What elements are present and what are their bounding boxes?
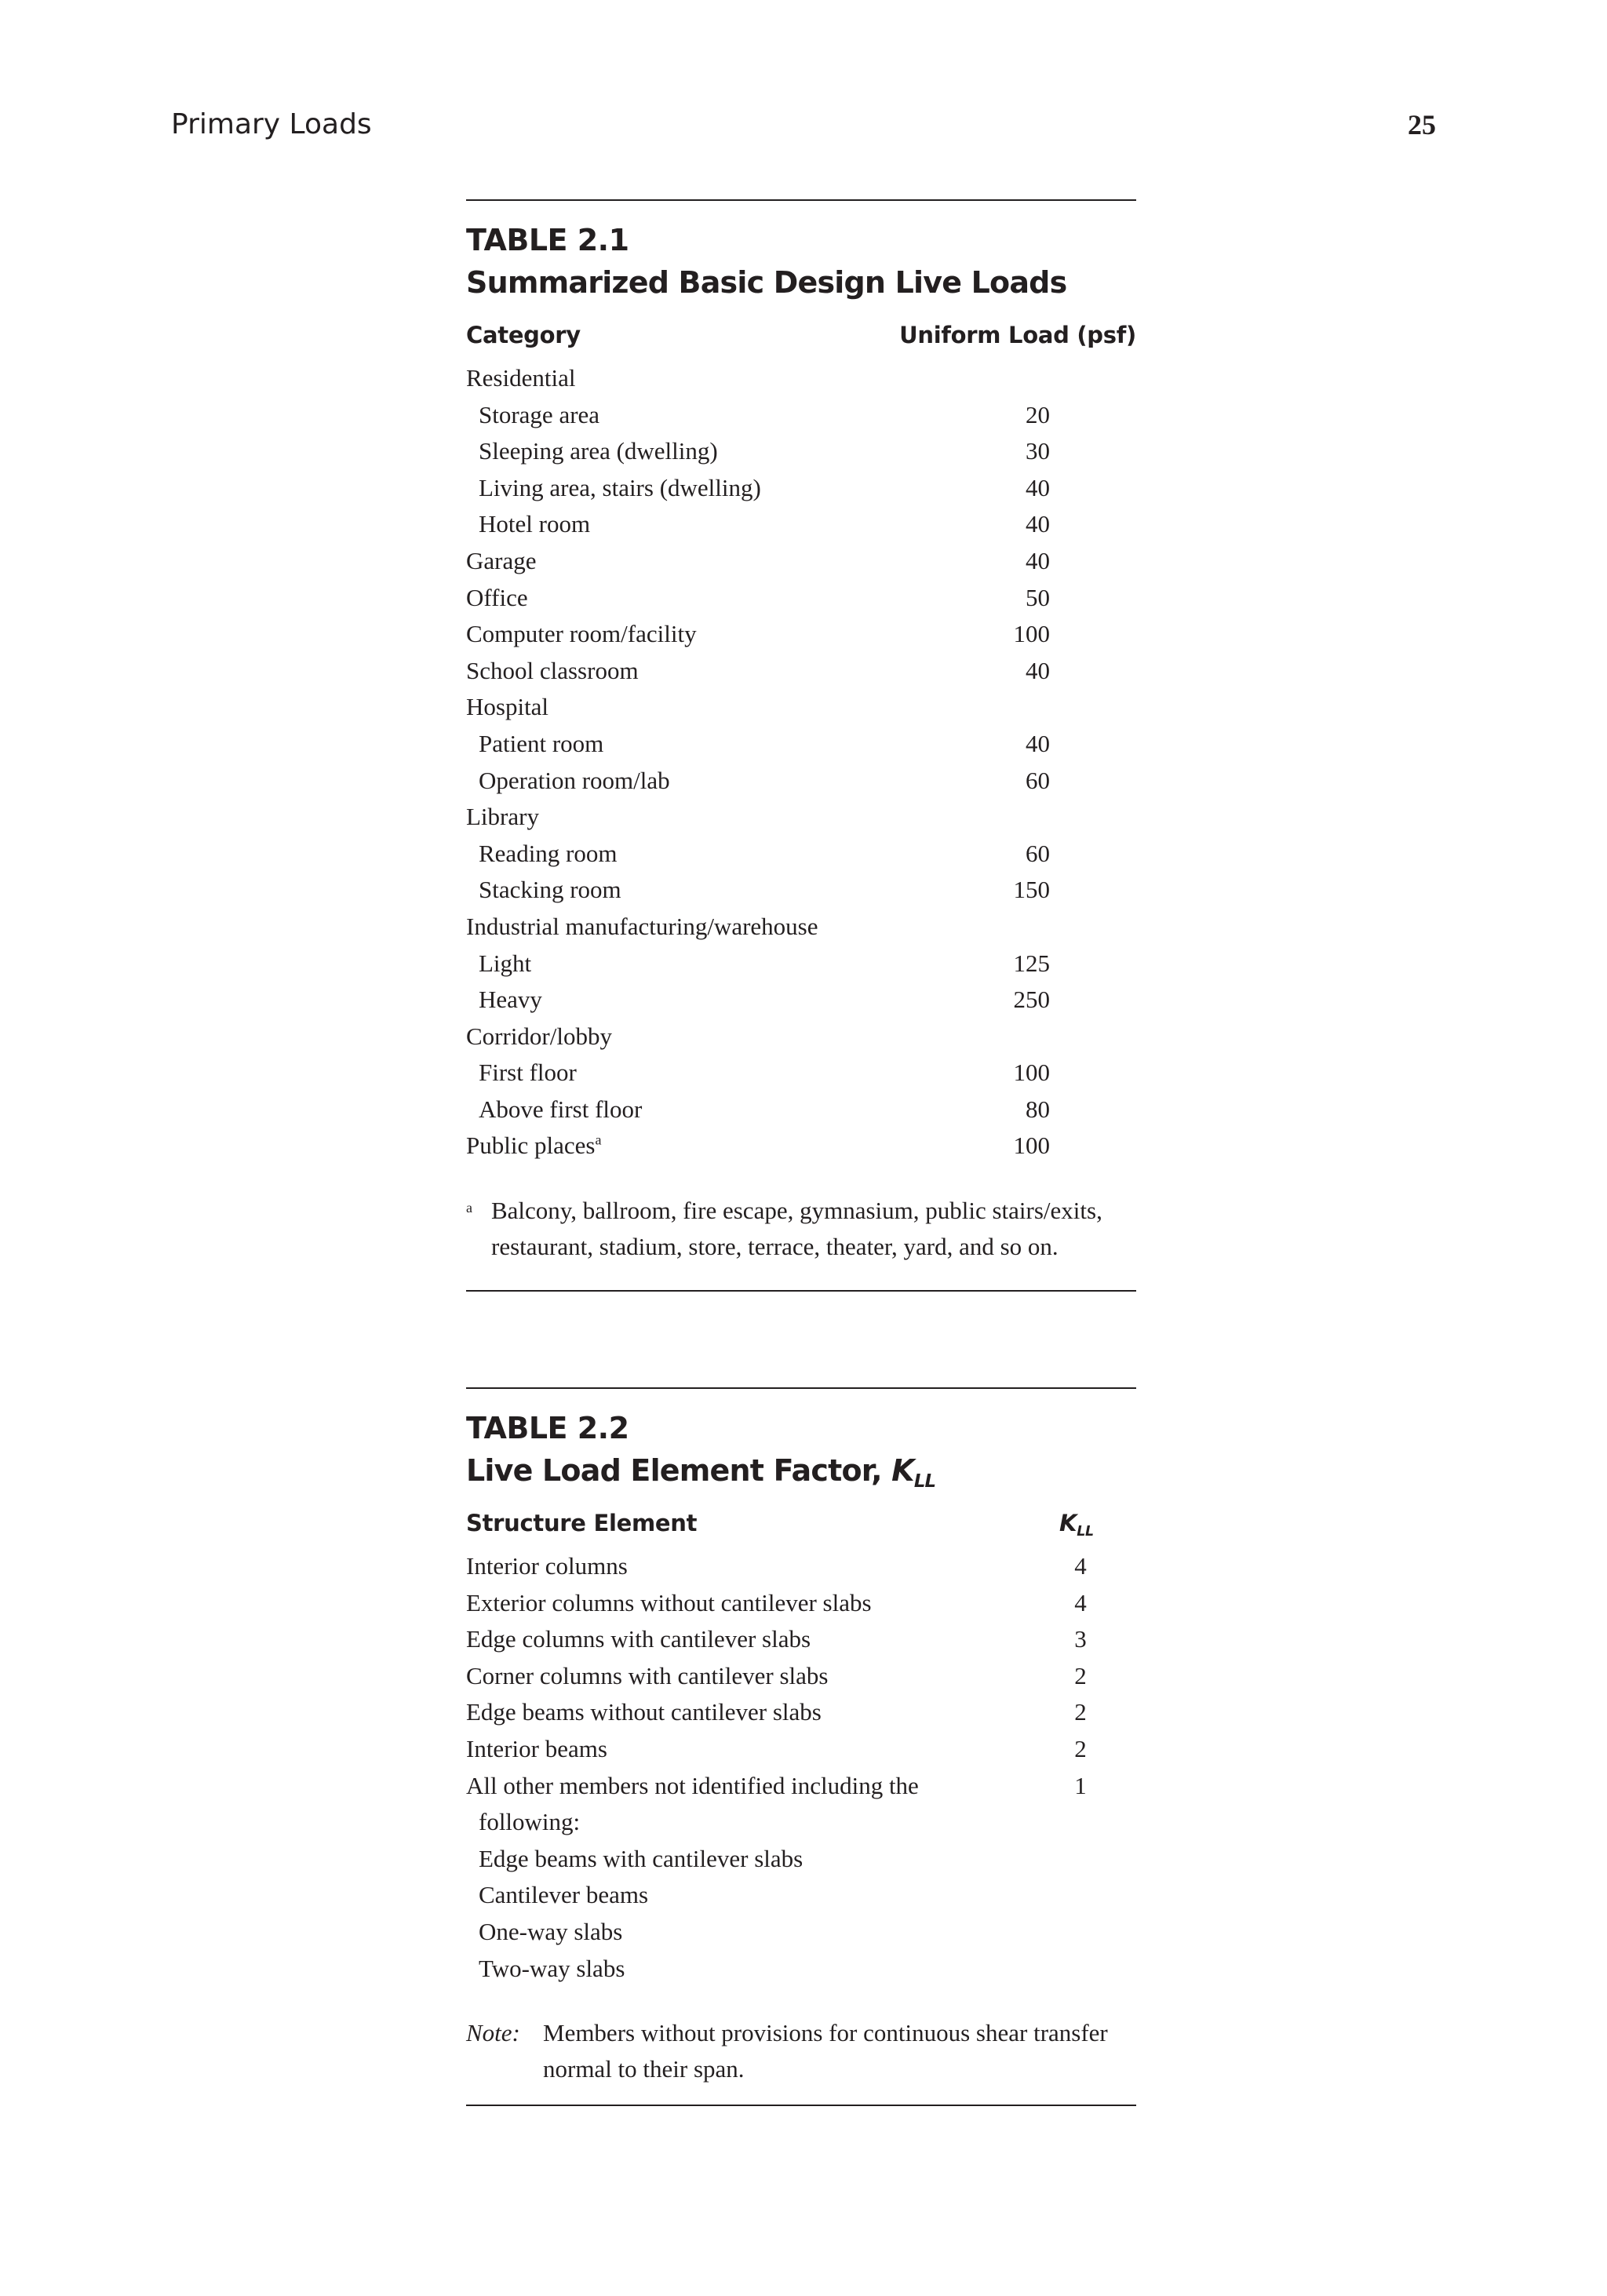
row-label-text: One-way slabs xyxy=(479,1917,623,1945)
table-title: Summarized Basic Design Live Loads xyxy=(466,265,1067,300)
row-label-text: following: xyxy=(479,1808,581,1836)
row-label xyxy=(466,693,548,721)
column-header-category: Category xyxy=(466,322,581,348)
row-label xyxy=(466,1552,628,1580)
table-note xyxy=(466,2015,1136,2087)
row-label-text: Cantilever beams xyxy=(479,1881,649,1909)
k-symbol: K xyxy=(891,1453,914,1488)
row-label xyxy=(479,840,618,868)
note-label: Note: xyxy=(466,2019,520,2046)
table-row xyxy=(466,364,1136,401)
table-label: TABLE 2.1 xyxy=(466,223,629,257)
column-header-structure-element: Structure Element xyxy=(466,1510,698,1536)
row-label xyxy=(479,1881,648,1909)
table-row xyxy=(466,1059,1136,1095)
row-label xyxy=(466,913,818,941)
row-label xyxy=(479,730,603,758)
row-label-text: Edge beams without cantilever slabs xyxy=(466,1698,822,1726)
row-label-text: Computer room/facility xyxy=(466,620,697,648)
row-label xyxy=(466,620,697,648)
row-label xyxy=(466,1735,607,1763)
table-row xyxy=(466,913,1136,949)
row-label-text: Interior columns xyxy=(466,1552,628,1580)
k-ll-symbol xyxy=(1059,1510,1094,1540)
table-row xyxy=(466,1022,1136,1059)
row-label xyxy=(479,437,718,465)
page-number: 25 xyxy=(1408,109,1436,140)
table-label: TABLE 2.2 xyxy=(466,1411,629,1445)
table-row xyxy=(466,986,1136,1022)
ll-subscript: LL xyxy=(1077,1524,1094,1540)
row-label xyxy=(479,767,670,795)
row-value: 2 xyxy=(1074,1661,1087,1689)
row-value: 1 xyxy=(1074,1771,1087,1799)
table-row xyxy=(466,510,1136,547)
k-symbol: K xyxy=(1059,1510,1077,1536)
row-label xyxy=(466,657,639,685)
row-value: 60 xyxy=(1026,839,1050,867)
row-label-text: Public places xyxy=(466,1132,596,1160)
table-row xyxy=(466,693,1136,730)
table-bottom-rule xyxy=(466,2105,1136,2106)
row-label-text: School classroom xyxy=(466,656,639,684)
row-label xyxy=(479,876,621,904)
row-label-text: Above first floor xyxy=(479,1095,643,1123)
row-label xyxy=(479,401,599,429)
row-label-text: Interior beams xyxy=(466,1734,607,1762)
footnote-reference: a xyxy=(595,1132,602,1149)
row-label-text: Garage xyxy=(466,546,537,574)
row-label-text: All other members not identified including the xyxy=(466,1771,919,1799)
row-label xyxy=(479,1955,625,1983)
row-value: 50 xyxy=(1026,583,1050,611)
row-label-text: Edge beams with cantilever slabs xyxy=(479,1844,804,1872)
table-row xyxy=(466,620,1136,657)
table-row xyxy=(466,474,1136,511)
table-row xyxy=(466,657,1136,694)
table-row xyxy=(466,1552,1136,1589)
row-label xyxy=(466,1625,811,1653)
row-value: 4 xyxy=(1074,1552,1087,1580)
row-label xyxy=(479,510,590,538)
ll-subscript: LL xyxy=(913,1471,936,1492)
row-label-text: Two-way slabs xyxy=(479,1954,625,1982)
row-label xyxy=(479,1845,803,1873)
row-label xyxy=(479,949,531,978)
table-row xyxy=(466,1698,1136,1735)
row-label-text: Hotel room xyxy=(479,510,591,538)
row-value: 80 xyxy=(1026,1095,1050,1123)
running-title: Primary Loads xyxy=(171,108,372,140)
note-line: normal to their span. xyxy=(543,2055,745,2083)
column-header-uniform-load: Uniform Load (psf) xyxy=(899,322,1136,348)
row-label-text: Stacking room xyxy=(479,876,621,904)
table-row xyxy=(466,767,1136,804)
row-label-text: Storage area xyxy=(479,400,600,428)
row-value: 100 xyxy=(1013,1059,1050,1087)
row-label xyxy=(479,1059,577,1087)
table-row xyxy=(466,949,1136,986)
row-label-text: Industrial manufacturing/warehouse xyxy=(466,912,818,940)
table-row xyxy=(466,401,1136,438)
row-value: 2 xyxy=(1074,1698,1087,1726)
table-row xyxy=(466,547,1136,584)
row-label-text: Corridor/lobby xyxy=(466,1022,612,1050)
row-label xyxy=(479,474,761,502)
table-row xyxy=(466,730,1136,767)
row-label xyxy=(479,986,542,1014)
row-value: 40 xyxy=(1026,510,1050,538)
row-value: 2 xyxy=(1074,1734,1087,1762)
row-value: 100 xyxy=(1013,1132,1050,1160)
running-header xyxy=(171,108,1436,148)
row-value: 40 xyxy=(1026,729,1050,757)
table-row xyxy=(466,1735,1136,1772)
table-row xyxy=(466,1662,1136,1699)
row-label-text: Office xyxy=(466,583,528,611)
note-line: Members without provisions for continuous shear transfer xyxy=(543,2019,1108,2046)
table-row xyxy=(466,1132,1136,1168)
row-label xyxy=(479,1095,642,1124)
table-row xyxy=(466,876,1136,913)
row-label xyxy=(466,803,539,831)
table-body xyxy=(466,364,1136,1168)
table-row xyxy=(466,1589,1136,1626)
row-label-text: Edge columns with cantilever slabs xyxy=(466,1625,811,1653)
row-value: 100 xyxy=(1013,620,1050,648)
row-label xyxy=(466,1662,828,1690)
table-2-2 xyxy=(466,1387,1136,2117)
row-label-text: First floor xyxy=(479,1059,577,1087)
row-value: 250 xyxy=(1013,986,1050,1014)
table-row xyxy=(466,1845,1136,1882)
row-label xyxy=(479,1918,622,1946)
table-row xyxy=(466,1095,1136,1132)
table-row xyxy=(466,1918,1136,1955)
row-label xyxy=(466,584,528,612)
table-bottom-rule xyxy=(466,1290,1136,1292)
row-value: 40 xyxy=(1026,546,1050,574)
row-value: 40 xyxy=(1026,656,1050,684)
table-row xyxy=(466,437,1136,474)
row-value: 20 xyxy=(1026,400,1050,428)
row-value: 30 xyxy=(1026,437,1050,465)
row-value: 3 xyxy=(1074,1625,1087,1653)
row-label-text: Patient room xyxy=(479,729,604,757)
row-label-text: Operation room/lab xyxy=(479,766,670,794)
k-ll-symbol xyxy=(891,1453,936,1492)
row-label-text: Corner columns with cantilever slabs xyxy=(466,1661,829,1689)
table-row xyxy=(466,1808,1136,1845)
row-label xyxy=(466,364,575,392)
row-label xyxy=(466,1589,872,1617)
row-label xyxy=(479,1808,580,1836)
row-label xyxy=(466,1698,822,1726)
row-value: 60 xyxy=(1026,766,1050,794)
row-label xyxy=(466,1132,601,1160)
footnote-text xyxy=(491,1193,1136,1265)
row-label-text: Residential xyxy=(466,364,576,392)
row-value: 40 xyxy=(1026,473,1050,501)
table-top-rule xyxy=(466,1387,1136,1389)
row-label xyxy=(466,547,537,575)
table-row xyxy=(466,1955,1136,1992)
footnote-line: restaurant, stadium, store, terrace, theater, yard, and so on. xyxy=(491,1233,1059,1260)
row-label-text: Living area, stairs (dwelling) xyxy=(479,473,761,501)
row-label-text: Light xyxy=(479,949,532,977)
table-row xyxy=(466,1772,1136,1809)
row-label xyxy=(466,1772,919,1800)
footnote-line: Balcony, ballroom, fire escape, gymnasium, public stairs/exits, xyxy=(491,1197,1102,1224)
table-row xyxy=(466,803,1136,840)
row-value: 150 xyxy=(1013,876,1050,904)
column-header-k-ll xyxy=(1059,1510,1094,1540)
row-label-text: Sleeping area (dwelling) xyxy=(479,437,718,465)
row-label-text: Hospital xyxy=(466,693,549,721)
row-label-text: Library xyxy=(466,803,539,831)
table-body xyxy=(466,1552,1136,1991)
table-row xyxy=(466,584,1136,621)
table-row xyxy=(466,840,1136,876)
row-label-text: Reading room xyxy=(479,839,618,867)
table-footnote xyxy=(466,1193,1136,1265)
row-label xyxy=(466,1022,612,1051)
table-2-1 xyxy=(466,199,1136,1298)
table-title xyxy=(466,1453,936,1492)
table-title-text: Live Load Element Factor, xyxy=(466,1453,892,1488)
table-row xyxy=(466,1881,1136,1918)
footnote-marker: a xyxy=(466,1200,472,1215)
table-row xyxy=(466,1625,1136,1662)
row-label-text: Exterior columns without cantilever slabs xyxy=(466,1588,872,1616)
table-top-rule xyxy=(466,199,1136,201)
note-text xyxy=(543,2015,1136,2087)
row-value: 4 xyxy=(1074,1588,1087,1616)
row-label-text: Heavy xyxy=(479,986,542,1014)
row-value: 125 xyxy=(1013,949,1050,977)
